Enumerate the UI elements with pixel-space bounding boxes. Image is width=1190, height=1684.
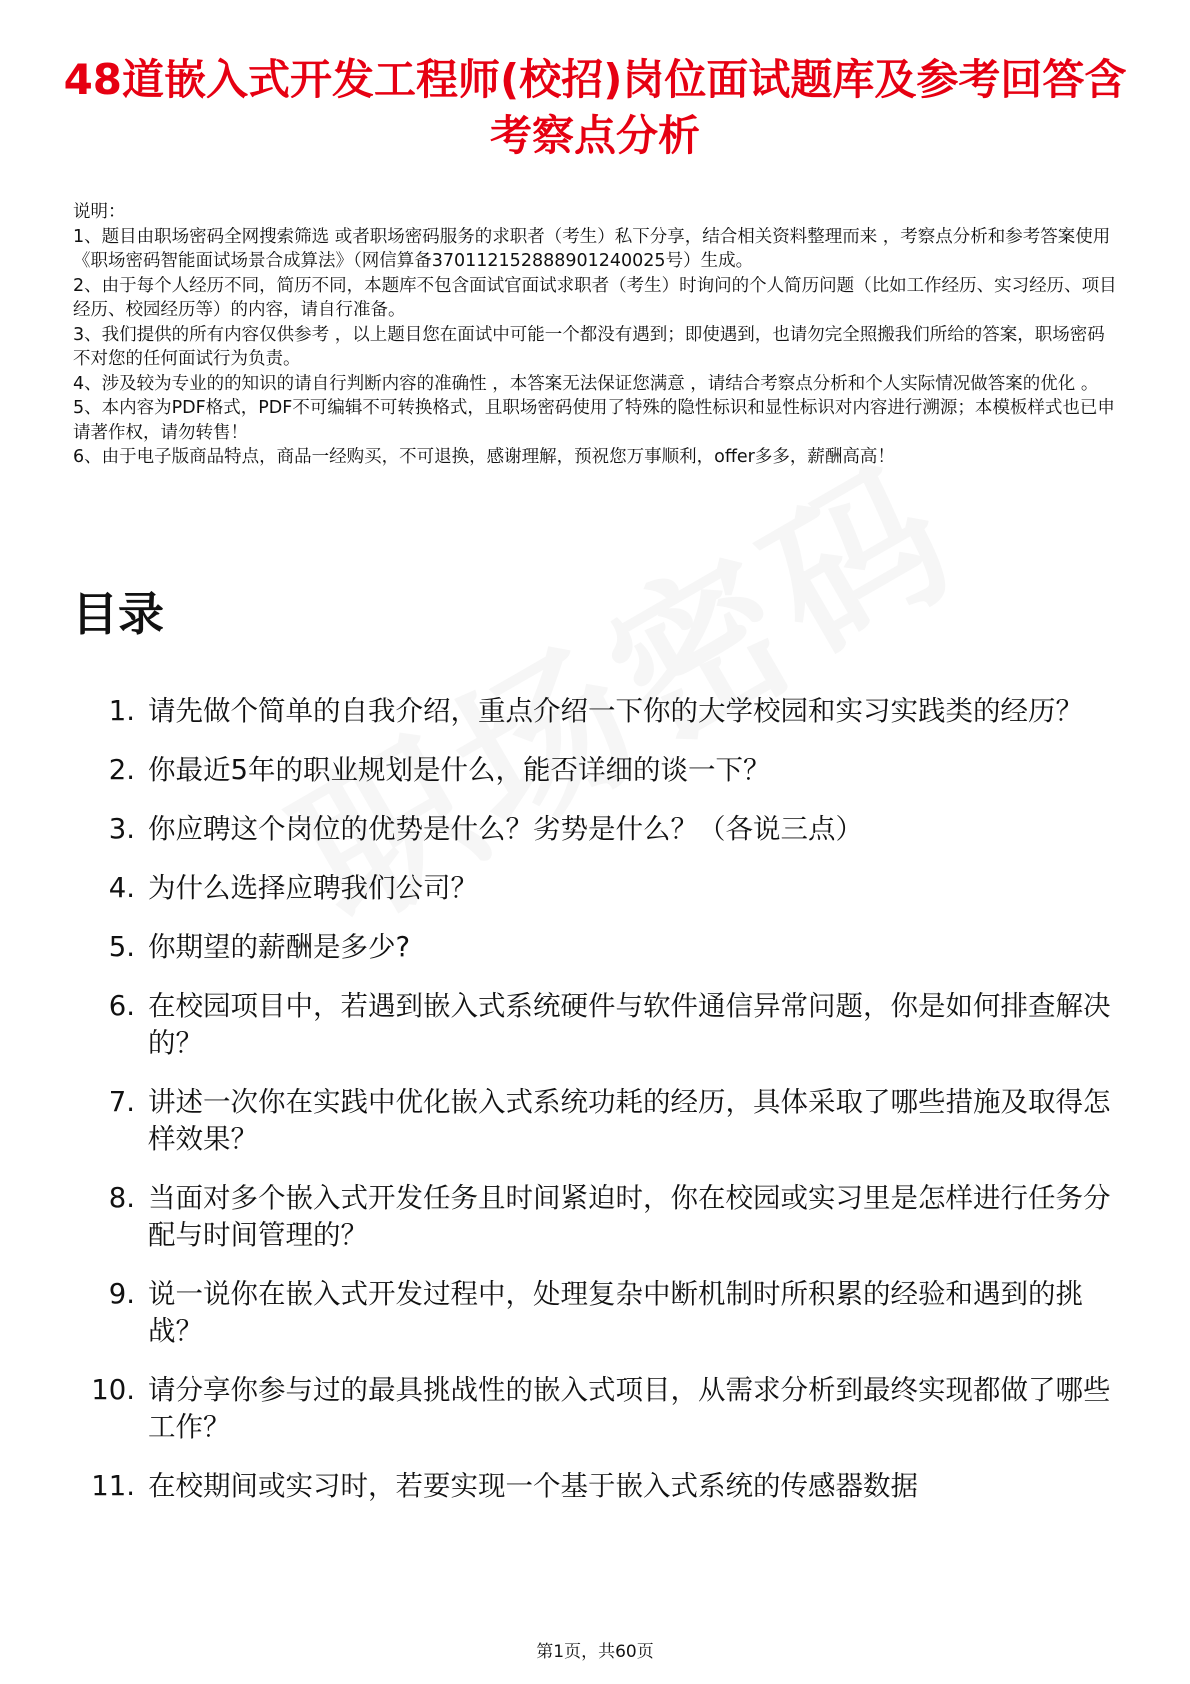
note-item: 4、涉及较为专业的的知识的请自行判断内容的准确性 ，本答案无法保证您满意 ，请结合考察点分析和个人实际情况做答案的优化 。 bbox=[73, 373, 1099, 394]
toc-item-number: 9. bbox=[108, 1278, 135, 1310]
note-item: 2、由于每个人经历不同，简历不同，本题库不包含面试官面试求职者（考生）时询问的个人简历问题（比如工作经历、实习经历、项目经历、校园经历等）的内容，请自行准备。 bbox=[73, 275, 1117, 320]
notes-heading: 说明： bbox=[73, 202, 126, 222]
toc-item-number: 8. bbox=[108, 1182, 135, 1214]
toc-item[interactable] bbox=[60, 1468, 1120, 1505]
toc-item-number: 4. bbox=[108, 872, 135, 904]
toc-item-text: 你期望的薪酬是多少? bbox=[148, 931, 411, 963]
toc-item-text: 说一说你在嵌入式开发过程中，处理复杂中断机制时所积累的经验和遇到的挑战？ bbox=[148, 1278, 1083, 1347]
toc-item-text: 你应聘这个岗位的优势是什么？劣势是什么？（各说三点） bbox=[148, 813, 863, 845]
document-title: 48道嵌入式开发工程师(校招)岗位面试题库及参考回答含考察点分析 bbox=[63, 55, 1127, 160]
toc-item-number: 6. bbox=[108, 990, 135, 1022]
toc-heading: 目录 bbox=[72, 587, 164, 641]
toc-item-number: 1. bbox=[108, 695, 135, 727]
notes-section bbox=[73, 200, 1121, 470]
toc-item-text: 请先做个简单的自我介绍，重点介绍一下你的大学校园和实习实践类的经历？ bbox=[148, 695, 1083, 727]
toc-item[interactable] bbox=[60, 1276, 1120, 1350]
toc-item-text: 请分享你参与过的最具挑战性的嵌入式项目，从需求分析到最终实现都做了哪些工作？ bbox=[148, 1374, 1111, 1443]
toc-item-number: 10. bbox=[91, 1374, 135, 1406]
toc-item-text: 你最近5年的职业规划是什么，能否详细的谈一下？ bbox=[148, 754, 771, 786]
toc-item[interactable] bbox=[60, 929, 1120, 966]
toc-item[interactable] bbox=[60, 870, 1120, 907]
toc-list bbox=[60, 693, 1120, 1527]
toc-item-text: 在校园项目中，若遇到嵌入式系统硬件与软件通信异常问题，你是如何排查解决的？ bbox=[148, 990, 1111, 1059]
note-item: 3、我们提供的所有内容仅供参考 ，以上题目您在面试中可能一个都没有遇到；即使遇到，也请勿完全照搬我们所给的答案，职场密码不对您的任何面试行为负责。 bbox=[73, 324, 1105, 369]
toc-item-number: 7. bbox=[108, 1086, 135, 1118]
toc-item-number: 11. bbox=[91, 1470, 135, 1502]
toc-item-text: 讲述一次你在实践中优化嵌入式系统功耗的经历，具体采取了哪些措施及取得怎样效果？ bbox=[148, 1086, 1111, 1155]
toc-item[interactable] bbox=[60, 752, 1120, 789]
toc-item[interactable] bbox=[60, 1372, 1120, 1446]
toc-item-number: 5. bbox=[108, 931, 135, 963]
toc-item-number: 2. bbox=[108, 754, 135, 786]
toc-item-text: 在校期间或实习时，若要实现一个基于嵌入式系统的传感器数据 bbox=[148, 1470, 918, 1502]
toc-item-text: 当面对多个嵌入式开发任务且时间紧迫时，你在校园或实习里是怎样进行任务分配与时间管理的？ bbox=[148, 1182, 1111, 1251]
toc-item[interactable] bbox=[60, 1180, 1120, 1254]
toc-item-number: 3. bbox=[108, 813, 135, 845]
toc-item[interactable] bbox=[60, 988, 1120, 1062]
toc-item[interactable] bbox=[60, 811, 1120, 848]
toc-item[interactable] bbox=[60, 693, 1120, 730]
toc-item[interactable] bbox=[60, 1084, 1120, 1158]
toc-item-text: 为什么选择应聘我们公司？ bbox=[148, 872, 478, 904]
note-item: 5、本内容为PDF格式，PDF不可编辑不可转换格式，且职场密码使用了特殊的隐性标识和显性标识对内容进行溯源；本模板样式也已申请著作权，请勿转售！ bbox=[73, 398, 1115, 443]
note-item: 6、由于电子版商品特点，商品一经购买，不可退换，感谢理解，预祝您万事顺利，offer多多，薪酬高高！ bbox=[73, 447, 895, 467]
page-footer: 第1页，共60页 bbox=[536, 1642, 654, 1662]
note-item: 1、题目由职场密码全网搜索筛选 或者职场密码服务的求职者（考生）私下分享，结合相关资料整理而来 ，考察点分析和参考答案使用《职场密码智能面试场景合成算法》（网信算备370112152888901240025号）生成。 bbox=[73, 226, 1111, 271]
